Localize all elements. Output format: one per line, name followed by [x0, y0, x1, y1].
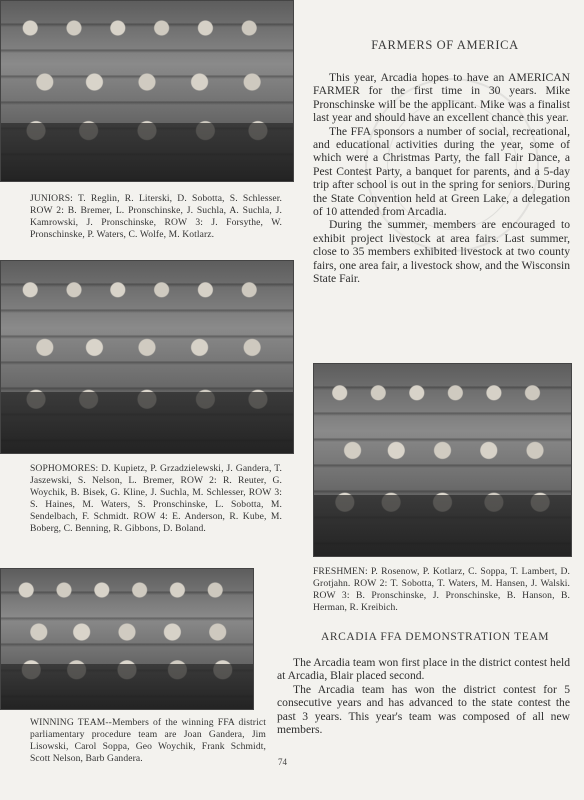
juniors-caption: JUNIORS: T. Reglin, R. Literski, D. Sobotta, S. Schlesser. ROW 2: B. Bremer, L. Pronschinske, J. Suchla, A. Suchla, J. Kamrowski, J. Pronschinske, ROW 3: J. Forsythe, W. Pronschinske, P. Waters, C. Wolfe, M. Kotlarz.	[30, 193, 282, 240]
freshmen-caption: FRESHMEN: P. Rosenow, P. Kotlarz, C. Soppa, T. Lambert, D. Grotjahn. ROW 2: T. Sobotta, T. Waters, M. Hansen, J. Walski. ROW 3: B. Pronschinske, J. Pronschinske, B. Hanson, B. Herman, R. Kreibich.	[313, 566, 570, 613]
article-paragraph-2: The FFA sponsors a number of social, recreational, and educational activities during the year, some of which were a Christmas Party, the fall Fair Dance, a Pest Contest Party, a banquet for parents, and a 5-day trip after school is out in the spring for seniors. During the State Convention held at Green Lake, a delegation of 10 attended from Arcadia.	[313, 124, 570, 219]
freshmen-photo	[313, 363, 572, 557]
article-paragraph-1: This year, Arcadia hopes to have an AMERICAN FARMER for the first time in 30 years. Mike Pronschinske will be the applicant. Mike was a finalist last year and should have an excellent chance this year.	[313, 71, 570, 125]
sophomores-caption: SOPHOMORES: D. Kupietz, P. Grzadzielewski, J. Gandera, T. Jaszewski, S. Nelson, L. Bremer, ROW 2: R. Reuter, G. Woychik, B. Bisek, G. Kline, J. Suchla, M. Schlesser, ROW 3: S. Haines, M. Waters, S. Pronschinske, L. Sobotta, M. Sendelbach, F. Schmidt. ROW 4: E. Anderson, R. Kube, M. Boberg, C. Benning, R. Gibbons, D. Boland.	[30, 463, 282, 534]
ffa-article	[313, 71, 570, 286]
winning-team-caption: WINNING TEAM--Members of the winning FFA district parliamentary procedure team are Joan Gandera, Jim Lisowski, Carol Soppa, Geo Woychik, Frank Schmidt, Scott Nelson, Barb Gandera.	[30, 717, 266, 764]
sophomores-photo	[0, 260, 294, 454]
demo-paragraph-1: The Arcadia team won first place in the district contest held at Arcadia, Blair placed second.	[277, 656, 570, 683]
demo-paragraph-2: The Arcadia team has won the district contest for 5 consecutive years and has advanced to the state contest the past 3 years. This year's team was composed of all new members.	[277, 682, 570, 737]
winning-team-photo	[0, 568, 254, 710]
section-heading: FARMERS OF AMERICA	[371, 38, 519, 52]
demo-team-heading: ARCADIA FFA DEMONSTRATION TEAM	[320, 631, 550, 643]
article-paragraph-3: During the summer, members are encouraged to exhibit project livestock at area fairs. Last summer, close to 35 members exhibited livestock at two county fairs, one area fair, a livestock show, and the Wisconsin State Fair.	[313, 218, 570, 286]
page-number: 74	[278, 757, 287, 767]
demo-team-article	[277, 656, 570, 736]
juniors-photo	[0, 0, 294, 182]
